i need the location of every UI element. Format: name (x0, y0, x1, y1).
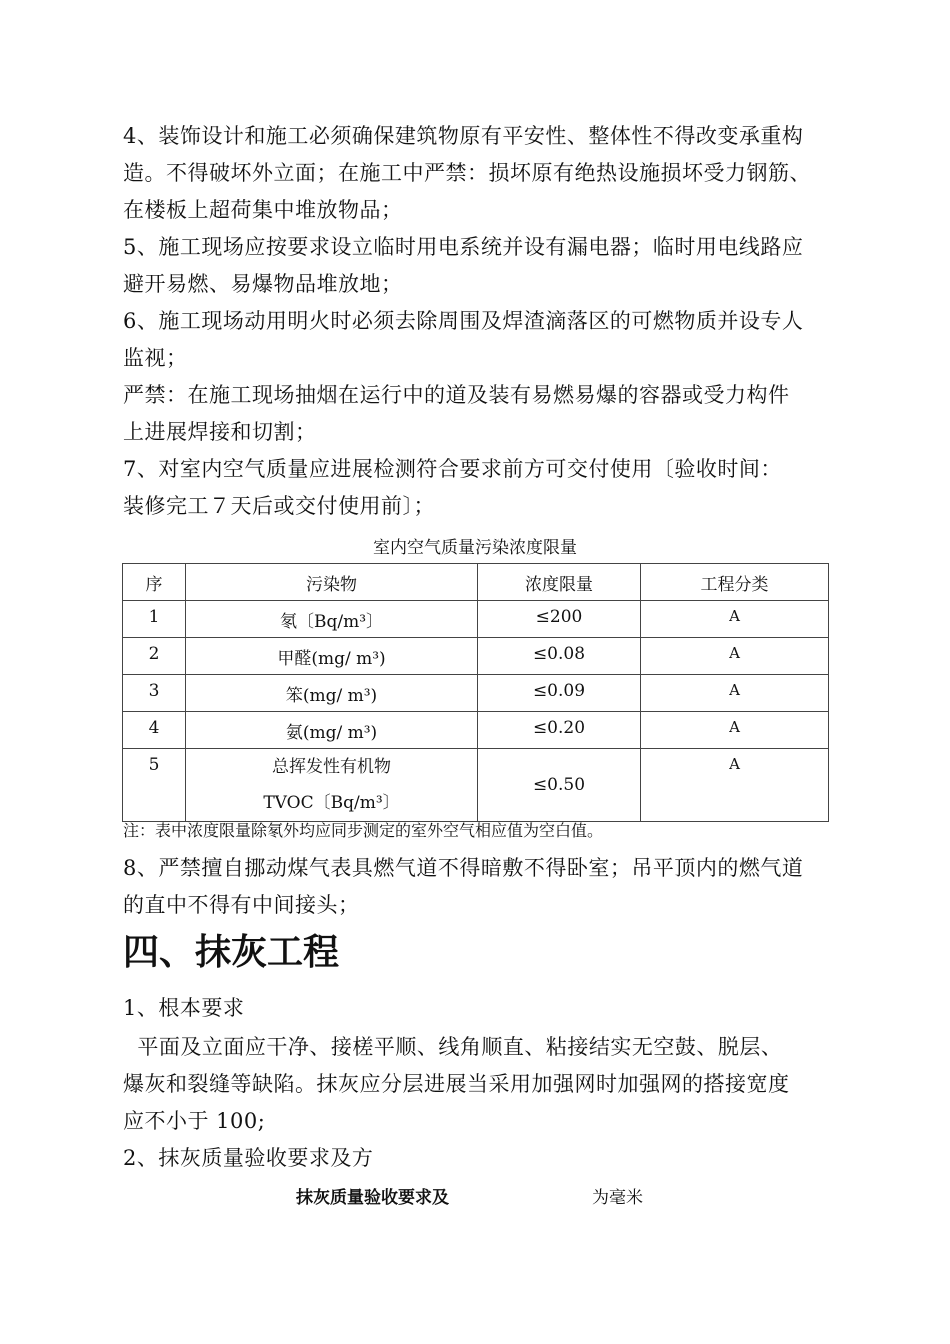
cell-pollutant: 甲醛(mg/ m³) (186, 638, 478, 675)
cell-pollutant-line: TVOC〔Bq/m³〕 (263, 793, 400, 813)
paragraph-line: 严禁：在施工现场抽烟在运行中的道及装有易燃易爆的容器或受力构件 (123, 383, 790, 407)
cell-class: A (641, 638, 829, 675)
cell-no: 5 (123, 749, 186, 822)
paragraph-line: 1、根本要求 (123, 996, 245, 1020)
header-cell-class: 工程分类 (641, 564, 829, 601)
cell-limit: ≤0.20 (478, 712, 641, 749)
header-cell-pollutant: 污染物 (186, 564, 478, 601)
paragraph-line: 2、抹灰质量验收要求及方 (123, 1146, 374, 1170)
cell-pollutant-line: 总挥发性有机物 (272, 757, 391, 777)
cell-no: 2 (123, 638, 186, 675)
header-cell-limit: 浓度限量 (478, 564, 641, 601)
paragraph-line: 避开易燃、易爆物品堆放地； (123, 272, 403, 296)
cell-no: 4 (123, 712, 186, 749)
table-header-row (123, 564, 829, 601)
table-row (123, 712, 829, 749)
paragraph-line: 装修完工７天后或交付使用前〕； (123, 494, 435, 518)
cell-limit: ≤0.50 (478, 749, 641, 822)
paragraph-line: 5、施工现场应按要求设立临时用电系统并设有漏电器；临时用电线路应 (123, 235, 804, 259)
cell-pollutant: 氨(mg/ m³) (186, 712, 478, 749)
cell-pollutant: 氡〔Bq/m³〕 (186, 601, 478, 638)
cell-class: A (641, 749, 829, 822)
bottom-caption-left: 抹灰质量验收要求及 (296, 1188, 449, 1208)
paragraph-line: 造。不得破坏外立面；在施工中严禁：损坏原有绝热设施损坏受力钢筋、 (123, 161, 811, 185)
paragraph-line: 平面及立面应干净、接槎平顺、线角顺直、粘接结实无空鼓、脱层、 (123, 1035, 783, 1059)
table-row (123, 749, 829, 822)
section-heading: 四、抹灰工程 (123, 932, 340, 973)
table-caption: 室内空气质量污染浓度限量 (373, 538, 577, 558)
paragraph-line: 8、严禁擅自挪动煤气表具燃气道不得暗敷不得卧室；吊平顶内的燃气道 (123, 856, 804, 880)
paragraph-line: 6、施工现场动用明火时必须去除周围及焊渣滴落区的可燃物质并设专人 (123, 309, 804, 333)
bottom-caption-right: 为毫米 (592, 1188, 643, 1208)
paragraph-line: 在楼板上超荷集中堆放物品； (123, 198, 403, 222)
cell-no: 1 (123, 601, 186, 638)
cell-limit: ≤200 (478, 601, 641, 638)
pollution-limit-table (122, 563, 829, 822)
table-row (123, 638, 829, 675)
cell-limit: ≤0.09 (478, 675, 641, 712)
cell-class: A (641, 675, 829, 712)
paragraph-line: 上进展焊接和切割； (123, 420, 317, 444)
cell-no: 3 (123, 675, 186, 712)
paragraph-line: 应不小于 100; (123, 1109, 266, 1133)
table-note: 注：表中浓度限量除氡外均应同步测定的室外空气相应值为空白值。 (123, 821, 604, 840)
cell-pollutant: 笨(mg/ m³) (186, 675, 478, 712)
cell-limit: ≤0.08 (478, 638, 641, 675)
cell-pollutant (186, 749, 478, 822)
paragraph-line: 爆灰和裂缝等缺陷。抹灰应分层进展当采用加强网时加强网的搭接宽度 (123, 1072, 790, 1096)
table-row (123, 601, 829, 638)
paragraph-line: 监视； (123, 346, 188, 370)
paragraph-line: 4、装饰设计和施工必须确保建筑物原有平安性、整体性不得改变承重构 (123, 124, 804, 148)
cell-class: A (641, 712, 829, 749)
paragraph-line: 7、对室内空气质量应进展检测符合要求前方可交付使用〔验收时间： (123, 457, 782, 481)
cell-class: A (641, 601, 829, 638)
paragraph-line: 的直中不得有中间接头； (123, 893, 360, 917)
header-cell-no: 序 (123, 564, 186, 601)
table-row (123, 675, 829, 712)
